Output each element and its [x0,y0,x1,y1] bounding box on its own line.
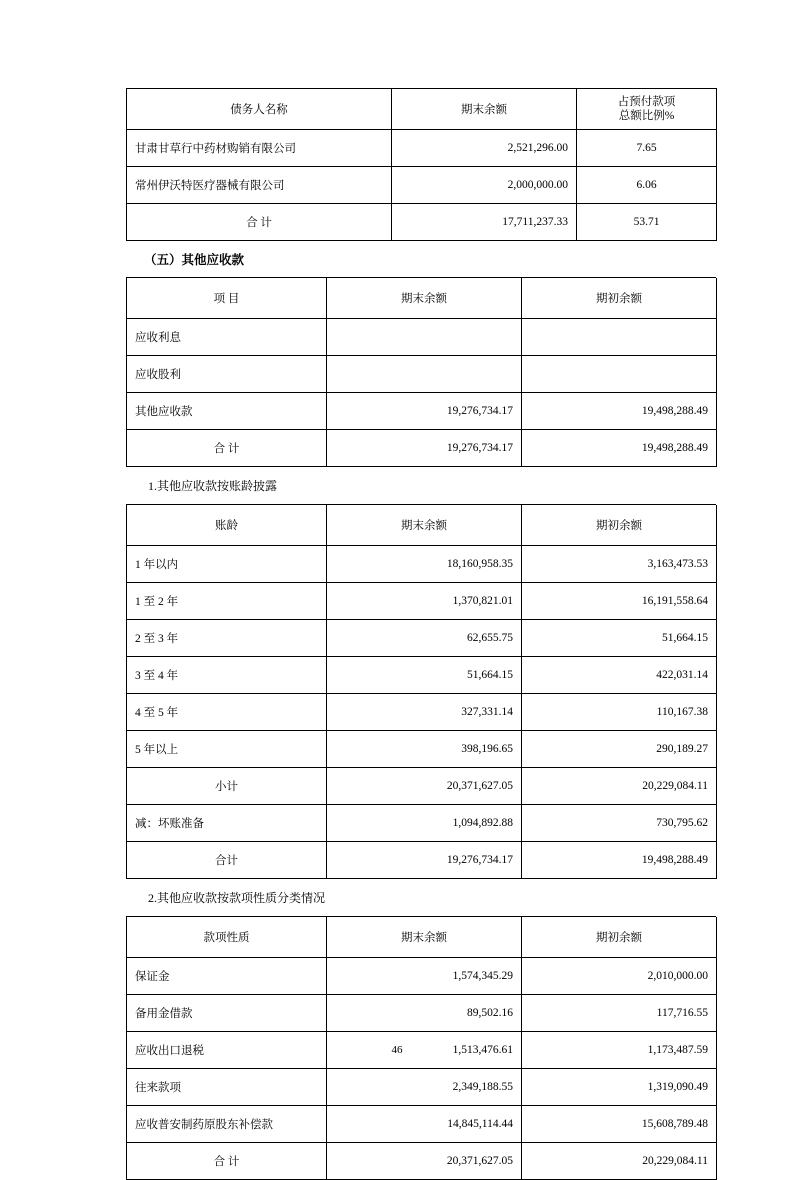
cell-item: 应收普安制药原股东补偿款 [127,1106,327,1143]
table-row [127,958,717,995]
cell-subtotal-label: 小计 [127,768,327,805]
cell-begin-balance [522,356,717,393]
cell-end-balance: 2,000,000.00 [392,167,577,204]
header-nature: 款项性质 [127,917,327,958]
header-debtor-name: 债务人名称 [127,89,392,130]
cell-subtotal-begin-balance: 20,229,084.11 [522,768,717,805]
header-item: 项 目 [127,278,327,319]
cell-percent: 6.06 [577,167,717,204]
header-end-balance: 期末余额 [327,917,522,958]
cell-debtor-name: 甘肃甘草行中药材购销有限公司 [127,130,392,167]
cell-begin-balance: 730,795.62 [522,805,717,842]
cell-item: 备用金借款 [127,995,327,1032]
cell-total-end-balance: 17,711,237.33 [392,204,577,241]
cell-end-balance: 1,574,345.29 [327,958,522,995]
cell-total-label: 合 计 [127,430,327,467]
cell-begin-balance: 16,191,558.64 [522,583,717,620]
cell-item: 应收利息 [127,319,327,356]
table-row [127,995,717,1032]
cell-item: 应收出口退税 [127,1032,327,1069]
table-row [127,167,717,204]
cell-item: 减：坏账准备 [127,805,327,842]
cell-debtor-name: 常州伊沃特医疗器械有限公司 [127,167,392,204]
header-end-balance: 期末余额 [392,89,577,130]
table-row-total [127,1143,717,1180]
cell-end-balance: 1,370,821.01 [327,583,522,620]
cell-total-end-balance: 19,276,734.17 [327,842,522,879]
cell-total-label: 合计 [127,842,327,879]
table-row-subtotal [127,768,717,805]
cell-begin-balance: 15,608,789.48 [522,1106,717,1143]
cell-total-percent: 53.71 [577,204,717,241]
cell-begin-balance: 3,163,473.53 [522,546,717,583]
cell-begin-balance: 422,031.14 [522,657,717,694]
cell-item: 其他应收款 [127,393,327,430]
cell-begin-balance: 290,189.27 [522,731,717,768]
cell-total-end-balance: 19,276,734.17 [327,430,522,467]
header-aging: 账龄 [127,505,327,546]
subsection-title-aging: 1.其他应收款按账龄披露 [126,467,716,505]
cell-item: 2 至 3 年 [127,620,327,657]
table-row [127,130,717,167]
cell-end-balance: 89,502.16 [327,995,522,1032]
subsection-title-nature: 2.其他应收款按款项性质分类情况 [126,879,716,917]
header-begin-balance: 期初余额 [522,917,717,958]
table-row [127,546,717,583]
table-row [127,731,717,768]
cell-total-begin-balance: 19,498,288.49 [522,842,717,879]
cell-begin-balance: 2,010,000.00 [522,958,717,995]
table-header-row [127,89,717,130]
table-row [127,319,717,356]
cell-total-begin-balance: 19,498,288.49 [522,430,717,467]
header-begin-balance: 期初余额 [522,278,717,319]
cell-end-balance: 2,349,188.55 [327,1069,522,1106]
table-header-row [127,278,717,319]
page-content [126,88,716,1180]
table-row [127,356,717,393]
cell-end-balance: 1,094,892.88 [327,805,522,842]
cell-item: 5 年以上 [127,731,327,768]
table-row-total [127,430,717,467]
cell-item: 1 年以内 [127,546,327,583]
cell-item: 往来款项 [127,1069,327,1106]
cell-begin-balance: 117,716.55 [522,995,717,1032]
cell-end-balance [327,319,522,356]
cell-begin-balance: 1,319,090.49 [522,1069,717,1106]
table-other-receivables [126,278,717,467]
cell-end-balance: 18,160,958.35 [327,546,522,583]
table-row [127,1106,717,1143]
cell-item: 1 至 2 年 [127,583,327,620]
cell-begin-balance [522,319,717,356]
table-prepayment-debtors [126,88,717,241]
cell-begin-balance: 110,167.38 [522,694,717,731]
table-header-row [127,505,717,546]
cell-end-balance: 398,196.65 [327,731,522,768]
cell-begin-balance: 19,498,288.49 [522,393,717,430]
table-row [127,620,717,657]
header-percent-line1: 占预付款项 [617,95,676,108]
cell-item: 应收股利 [127,356,327,393]
cell-item: 保证金 [127,958,327,995]
cell-end-balance: 327,331.14 [327,694,522,731]
cell-total-end-balance: 20,371,627.05 [327,1143,522,1180]
header-begin-balance: 期初余额 [522,505,717,546]
page-number: 46 [391,1044,403,1056]
table-row [127,805,717,842]
cell-total-label: 合 计 [127,204,392,241]
cell-begin-balance: 1,173,487.59 [522,1032,717,1069]
table-row [127,1069,717,1106]
table-row [127,694,717,731]
cell-end-balance: 14,845,114.44 [327,1106,522,1143]
cell-total-begin-balance: 20,229,084.11 [522,1143,717,1180]
table-row [127,583,717,620]
header-end-balance: 期末余额 [327,278,522,319]
table-row [127,657,717,694]
cell-end-balance: 62,655.75 [327,620,522,657]
table-row-total [127,842,717,879]
section-title-other-receivables: （五）其他应收款 [126,241,716,278]
header-percent-of-total [577,89,717,130]
table-row-total [127,204,717,241]
cell-item: 4 至 5 年 [127,694,327,731]
cell-subtotal-end-balance: 20,371,627.05 [327,768,522,805]
table-row [127,393,717,430]
cell-begin-balance: 51,664.15 [522,620,717,657]
cell-end-balance: 51,664.15 [327,657,522,694]
header-percent-line2: 总额比例% [618,110,675,122]
cell-percent: 7.65 [577,130,717,167]
cell-total-label: 合 计 [127,1143,327,1180]
cell-end-balance: 1,513,476.61 [327,1032,522,1069]
cell-end-balance [327,356,522,393]
cell-item: 3 至 4 年 [127,657,327,694]
header-end-balance: 期末余额 [327,505,522,546]
cell-end-balance: 19,276,734.17 [327,393,522,430]
table-aging [126,505,717,879]
cell-end-balance: 2,521,296.00 [392,130,577,167]
table-header-row [127,917,717,958]
